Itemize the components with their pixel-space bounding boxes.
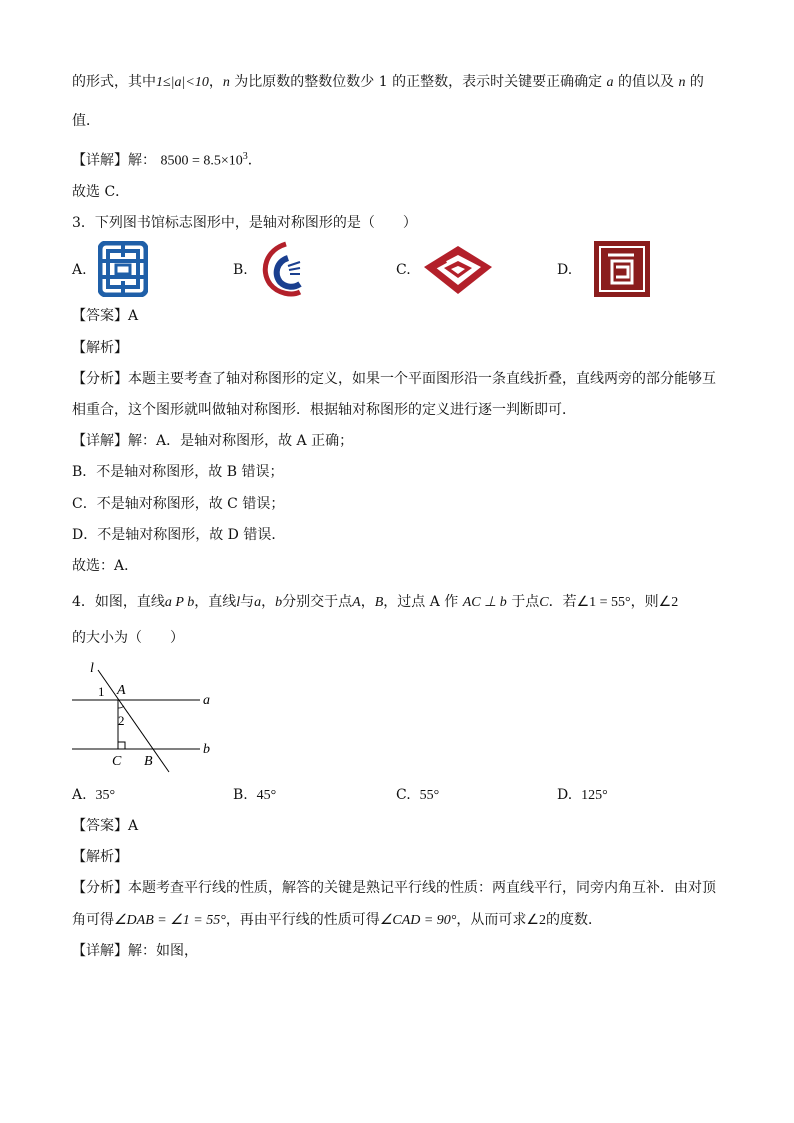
- detail-tag: 【详解】: [72, 943, 128, 959]
- text: ，: [261, 594, 276, 610]
- q3-option-b-label: B.: [233, 262, 248, 278]
- formula: a: [254, 595, 262, 610]
- q4-detail-1: [72, 941, 198, 961]
- formula: a: [606, 75, 614, 90]
- formula-exp: 3: [242, 151, 248, 162]
- text: 本题考查平行线的性质，解答的关键是熟记平行线的性质：两直线平行，同旁内角互补．由对顶: [128, 880, 716, 896]
- text: ，直线: [194, 594, 237, 610]
- q2-line-1: [72, 72, 704, 93]
- library-logo-a-icon: [98, 241, 148, 301]
- label-C: C: [112, 754, 122, 769]
- q4-analysis-tag: 【解析】: [72, 849, 128, 865]
- library-logo-b-icon: [258, 240, 302, 302]
- label-2: 2: [118, 713, 125, 728]
- text: 为比原数的整数位数少 1 的正整数，表示时关键要正确确定: [229, 74, 607, 90]
- option-value: 125°: [581, 788, 608, 803]
- option-label: A.: [72, 787, 87, 803]
- q3-option-a-label: A.: [72, 262, 87, 278]
- text: 角可得: [72, 912, 114, 928]
- text: A: [128, 308, 139, 324]
- option-value: 35°: [95, 788, 116, 803]
- q4-answer: [72, 816, 138, 836]
- text: 的度数．: [545, 912, 602, 928]
- formula: l: [236, 595, 241, 610]
- formula: ∠1 = 55°: [576, 595, 631, 610]
- text: 于点: [506, 594, 540, 610]
- text: 解：: [128, 152, 156, 169]
- library-logo-c-icon: [421, 243, 495, 301]
- formula: n: [222, 75, 230, 90]
- formula: A: [352, 595, 361, 610]
- formula: B: [374, 595, 384, 610]
- formula: a P b: [164, 595, 195, 610]
- q4-fenxi-1: [72, 878, 716, 898]
- text: 的值以及: [613, 74, 679, 90]
- q3-option-d-label: D.: [557, 262, 573, 278]
- fenxi-tag: 【分析】: [72, 371, 128, 387]
- text: ，过点 A 作: [383, 594, 463, 610]
- text: 的: [685, 74, 704, 90]
- answer-tag: 【答案】: [72, 818, 128, 834]
- q4-stem-1: [72, 592, 678, 613]
- formula: 1≤|a|<10: [156, 75, 209, 90]
- label-A: A: [117, 683, 126, 698]
- text: ，: [208, 74, 223, 90]
- formula: AC ⊥ b: [462, 595, 507, 610]
- text: 与: [240, 594, 255, 610]
- q4-stem-2: 的大小为（ ）: [72, 630, 184, 646]
- label-B: B: [144, 754, 153, 769]
- formula: ∠CAD = 90°: [379, 913, 457, 928]
- option-label: D.: [557, 787, 573, 803]
- formula: ∠DAB = ∠1 = 55°: [114, 913, 226, 928]
- right-angle-mark: [118, 742, 125, 749]
- text: ．: [247, 152, 262, 169]
- text: 解：A．是轴对称图形，故 A 正确；: [128, 433, 354, 449]
- text: 的形式，其中: [72, 74, 156, 90]
- text: ，: [360, 594, 375, 610]
- option-value: 45°: [256, 788, 277, 803]
- text: 本题主要考查了轴对称图形的定义，如果一个平面图形沿一条直线折叠，直线两旁的部分能够互: [128, 371, 716, 387]
- q2-detail: [72, 147, 262, 172]
- detail-tag: 【详解】: [72, 433, 128, 449]
- text: ，则: [630, 594, 659, 610]
- q4-option-d: [557, 785, 608, 806]
- q3-detail-3: C．不是轴对称图形，故 C 错误；: [72, 496, 285, 512]
- text: 4．如图，直线: [72, 594, 165, 610]
- q4-figure: [68, 656, 228, 780]
- label-a: a: [203, 693, 210, 708]
- formula: ∠2: [658, 595, 679, 610]
- q4-fenxi-2: [72, 910, 602, 931]
- q2-line-2: 值．: [72, 113, 100, 129]
- q3-fenxi-2: 相重合，这个图形就叫做轴对称图形．根据轴对称图形的定义进行逐一判断即可．: [72, 402, 576, 418]
- text: A: [128, 818, 139, 834]
- detail-tag: 【详解】: [72, 152, 128, 169]
- q3-answer: [72, 306, 138, 326]
- text: ，再由平行线的性质可得: [225, 912, 380, 928]
- formula: ∠2: [526, 913, 546, 928]
- q4-option-b: [233, 785, 276, 806]
- label-b: b: [203, 742, 210, 757]
- label-1: 1: [98, 684, 105, 699]
- q3-analysis-tag: 【解析】: [72, 340, 128, 356]
- text: ，从而可求: [456, 912, 527, 928]
- line-l: [98, 670, 169, 772]
- formula: C: [539, 595, 549, 610]
- q4-option-c: [396, 785, 439, 806]
- library-logo-d-icon: [594, 241, 650, 301]
- q3-detail-2: B．不是轴对称图形，故 B 错误；: [72, 464, 284, 480]
- option-label: C.: [396, 787, 411, 803]
- answer-tag: 【答案】: [72, 308, 128, 324]
- fenxi-tag: 【分析】: [72, 880, 128, 896]
- q3-detail-1: [72, 431, 353, 451]
- text: 分别交于点: [282, 594, 353, 610]
- angle-2-arc: [118, 706, 124, 708]
- option-label: B.: [233, 787, 248, 803]
- text: 解：如图，: [128, 943, 198, 959]
- q3-stem: 3．下列图书馆标志图形中，是轴对称图形的是（ ）: [72, 215, 417, 231]
- q3-choice: 故选：A．: [72, 558, 139, 574]
- q3-option-c-label: C.: [396, 262, 411, 278]
- q3-fenxi-1: [72, 369, 716, 389]
- formula: 8500 = 8.5×10: [160, 153, 243, 169]
- q2-choice: 故选 C．: [72, 184, 130, 200]
- option-value: 55°: [419, 788, 440, 803]
- q4-option-a: [72, 785, 115, 806]
- q3-detail-4: D．不是轴对称图形，故 D 错误．: [72, 527, 286, 543]
- label-l: l: [90, 661, 94, 676]
- text: ．若: [548, 594, 577, 610]
- formula: n: [678, 75, 686, 90]
- formula: b: [275, 595, 283, 610]
